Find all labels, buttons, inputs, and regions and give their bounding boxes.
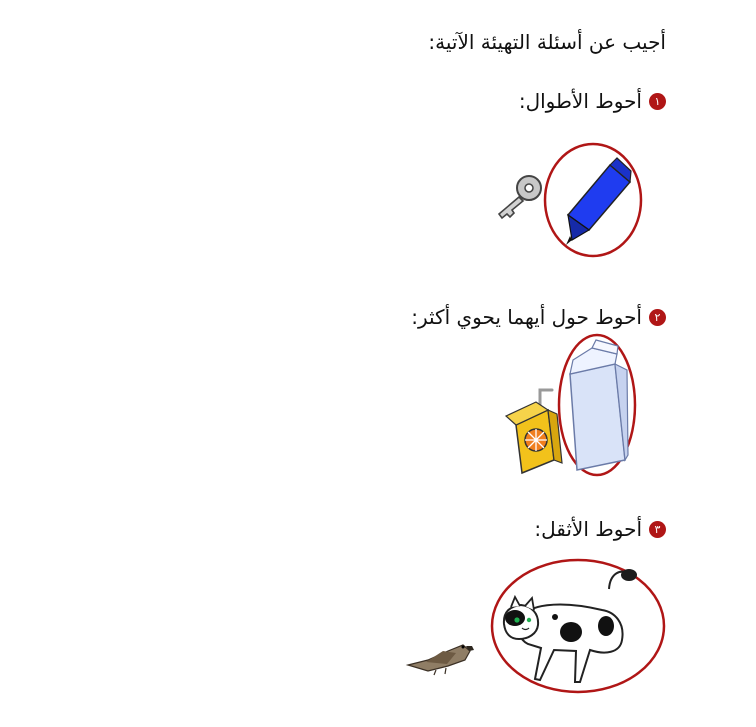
question-2: [411, 303, 666, 331]
key-icon: [499, 176, 541, 218]
worksheet-intro: أجيب عن أسئلة التهيئة الآتية:: [428, 30, 666, 54]
sparrow-icon: [408, 645, 474, 675]
question-text: أحوط الأثقل:: [534, 517, 642, 541]
question-number-badge: ٢: [649, 309, 666, 326]
question-1: [519, 87, 666, 115]
question-number-badge: ٣: [649, 521, 666, 538]
question-number-badge: ١: [649, 93, 666, 110]
question-text: أحوط حول أيهما يحوي أكثر:: [411, 305, 642, 329]
question-text: أحوط الأطوال:: [518, 89, 642, 113]
juice-box-icon: [506, 390, 562, 473]
milk-carton-icon: [559, 335, 635, 475]
cat-icon: [492, 560, 664, 692]
question-3: [534, 515, 666, 543]
marker-icon: [545, 144, 641, 256]
